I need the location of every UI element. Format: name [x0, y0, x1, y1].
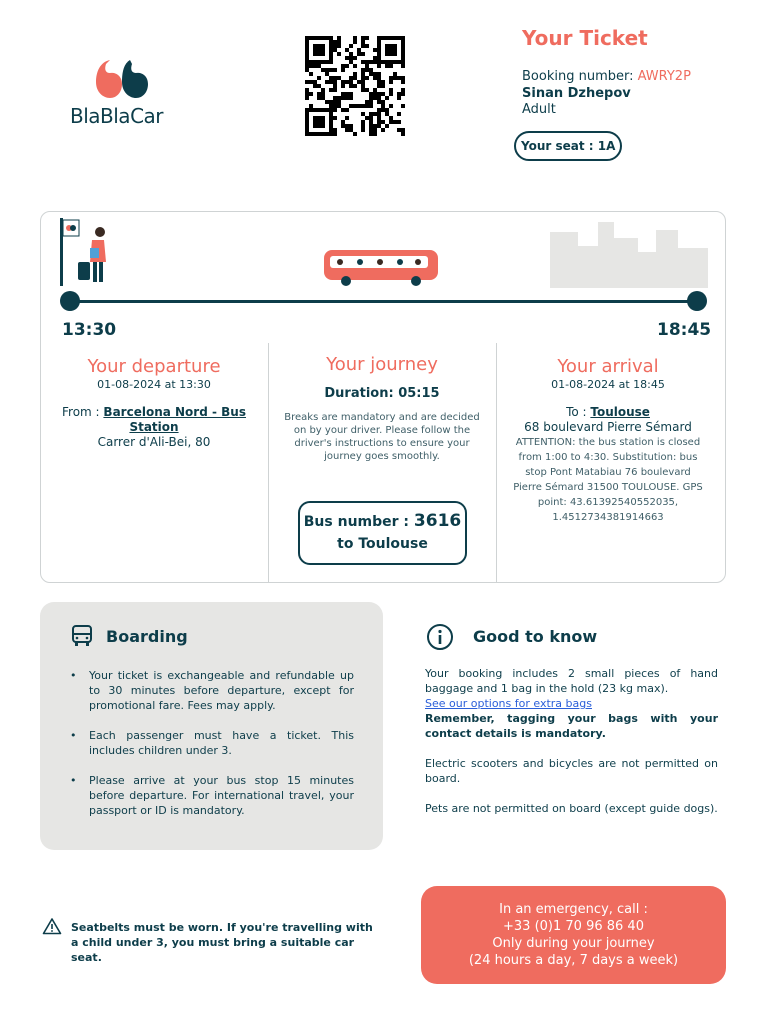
arrival-dot: [687, 291, 707, 311]
warning-icon: [42, 917, 62, 935]
journey-note: Breaks are mandatory and are decided on by your driver. Please follow the driver's instructions to ensure your journey goes smoothly.: [284, 412, 480, 462]
emergency-line: In an emergency, call :: [499, 902, 648, 917]
boarding-item: • Please arrive at your bus stop 15 minutes before departure. For international travel, your passport or ID is mandatory.: [70, 773, 354, 818]
boarding-item: • Each passenger must have a ticket. This includes children under 3.: [70, 728, 354, 758]
from-label: From :: [62, 405, 104, 419]
bus-number: 3616: [413, 511, 462, 531]
departure-from: [56, 405, 252, 435]
departure-station-link[interactable]: Barcelona Nord - Bus Station: [103, 405, 246, 434]
good-to-know-text: [425, 666, 718, 831]
arrival-column: [512, 356, 704, 525]
departure-title: Your departure: [87, 356, 221, 377]
booking-label: Booking number:: [522, 69, 638, 84]
arrival-title: Your arrival: [557, 356, 659, 377]
boarding-panel: [40, 602, 383, 850]
boarding-item: • Your ticket is exchangeable and refundable up to 30 minutes before departure, except for promotional fare. Fees may apply.: [70, 668, 354, 713]
arrival-address: 68 boulevard Pierre Sémard: [524, 420, 692, 434]
departure-time: 13:30: [62, 320, 117, 340]
boarding-title: Boarding: [106, 627, 188, 646]
departure-address: Carrer d'Ali-Bei, 80: [97, 435, 211, 449]
passenger-type: Adult: [522, 102, 556, 117]
bus-number-box: [298, 501, 467, 565]
departure-dot: [60, 291, 80, 311]
qr-code: [302, 36, 408, 136]
emergency-box: [421, 886, 726, 984]
bus-icon: [70, 624, 94, 648]
booking-code: AWRY2P: [637, 69, 691, 84]
journey-column: [284, 354, 480, 463]
arrival-to: [512, 405, 704, 420]
arrival-attention: ATTENTION: the bus station is closed from 1:00 to 4:30. Substitution: bus stop Pont Matabiau 76 boulevard Pierre Sémard 31500 TOULOUSE. GPS point: 43.61392540552035, 1.4512734381914663: [513, 437, 703, 523]
baggage-text: Your booking includes 2 small pieces of hand baggage and 1 bag in the hold (23 kg max).: [425, 667, 718, 695]
journey-timeline: [70, 300, 698, 303]
bus-number-line: [300, 511, 465, 531]
scooters-info: Electric scooters and bicycles are not permitted on board.: [425, 757, 718, 785]
tagging-text: Remember, tagging your bags with your contact details is mandatory.: [425, 712, 718, 740]
bus-illustration: [322, 248, 440, 288]
ticket-title: Your Ticket: [522, 26, 648, 50]
extra-bags-link[interactable]: See our options for extra bags: [425, 697, 592, 710]
booking-number: [522, 69, 691, 84]
city-skyline-illustration: [550, 222, 708, 288]
good-to-know-title: Good to know: [473, 627, 598, 646]
arrival-city-link[interactable]: Toulouse: [590, 405, 650, 419]
blablacar-logo: [70, 50, 180, 130]
boarding-list: [70, 668, 354, 833]
arrival-time: 18:45: [657, 320, 712, 340]
pets-info: Pets are not permitted on board (except guide dogs).: [425, 802, 718, 815]
bus-destination: to Toulouse: [337, 536, 428, 552]
column-divider: [268, 343, 269, 582]
baggage-info: [425, 666, 718, 741]
departure-date: 01-08-2024 at 13:30: [97, 378, 211, 391]
emergency-line: Only during your journey: [492, 936, 655, 951]
info-icon: [426, 623, 454, 651]
emergency-phone: +33 (0)1 70 96 86 40: [503, 919, 644, 934]
blablacar-logo-icon: [70, 50, 180, 104]
arrival-date: 01-08-2024 at 18:45: [551, 378, 665, 391]
journey-title: Your journey: [326, 354, 438, 375]
journey-duration: Duration: 05:15: [324, 386, 440, 401]
bus-stop-passenger-illustration: [58, 218, 118, 288]
column-divider: [496, 343, 497, 582]
passenger-name: Sinan Dzhepov: [522, 86, 631, 101]
emergency-line: (24 hours a day, 7 days a week): [468, 953, 679, 968]
bus-number-label: Bus number :: [303, 514, 414, 530]
seat-badge: Your seat : 1A: [514, 131, 622, 161]
seatbelt-notice: Seatbelts must be worn. If you're travelling with a child under 3, you must bring a suitable car seat.: [71, 921, 373, 964]
brand-name: BlaBlaCar: [70, 104, 164, 128]
to-label: To :: [566, 405, 591, 419]
departure-column: [56, 356, 252, 450]
